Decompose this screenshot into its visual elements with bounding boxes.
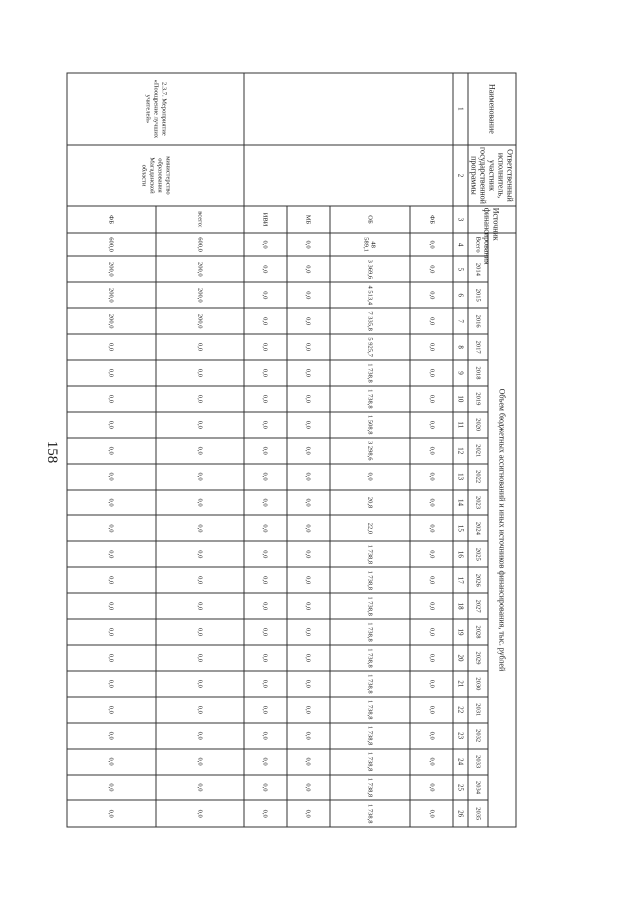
value-cell: 0,0 [244,670,287,696]
value-cell: 200,0 [67,282,156,308]
value-cell: 0,0 [287,696,330,722]
column-number: 24 [453,748,468,774]
value-cell: 1 738,8 [330,567,410,593]
value-cell: 0,0 [287,644,330,670]
value-cell: 0,0 [410,644,453,670]
value-cell: 0,0 [244,541,287,567]
value-cell: 0,0 [67,644,156,670]
value-cell: 4 513,4 [330,282,410,308]
value-cell: 0,0 [156,644,244,670]
value-cell: 1 738,8 [330,696,410,722]
row-executor-cell: министерство образования Магаданской области [67,144,244,205]
value-cell: 0,0 [410,619,453,645]
value-cell: 1 508,8 [330,411,410,437]
value-cell: 0,0 [244,334,287,360]
column-number: 9 [453,360,468,386]
header-year: 2030 [468,670,488,696]
column-number: 15 [453,515,468,541]
value-cell: 0,0 [156,541,244,567]
header-year: 2026 [468,567,488,593]
value-cell: 0,0 [287,437,330,463]
value-cell: 200,0 [156,282,244,308]
source-cell: ФБ [410,206,453,233]
value-cell: 0,0 [156,722,244,748]
value-cell: 0,0 [287,385,330,411]
header-year: 2018 [468,360,488,386]
value-cell: 0,0 [287,541,330,567]
header-source: Источник финансирования [468,206,516,233]
value-cell: 1 738,8 [330,800,410,827]
value-cell: 0,0 [287,619,330,645]
value-cell: 0,0 [410,385,453,411]
value-cell: 1 738,8 [330,774,410,800]
column-number: 26 [453,800,468,827]
page-number: 158 [44,440,60,464]
header-year: 2023 [468,489,488,515]
value-cell: 1 738,8 [330,670,410,696]
value-cell: 0,0 [67,334,156,360]
column-number: 16 [453,541,468,567]
column-number: 22 [453,696,468,722]
value-cell: 0,0 [244,308,287,334]
value-cell: 0,0 [244,593,287,619]
value-cell: 1 738,8 [330,748,410,774]
header-year: 2032 [468,722,488,748]
value-cell: 48 589,1 [330,232,410,256]
value-cell: 0,0 [287,670,330,696]
header-year: 2016 [468,308,488,334]
source-cell: ОБ [330,206,410,233]
value-cell: 0,0 [244,748,287,774]
value-cell: 0,0 [410,800,453,827]
value-cell: 0,0 [287,748,330,774]
header-year: 2014 [468,256,488,282]
value-cell: 0,0 [67,360,156,386]
row-executor-cell [244,144,453,205]
header-executor: Ответственный исполнитель, участник государственной программы [468,144,516,205]
value-cell: 0,0 [287,463,330,489]
header-year: 2024 [468,515,488,541]
value-cell: 0,0 [156,800,244,827]
column-number: 3 [453,206,468,233]
source-cell: ИВИ [244,206,287,233]
value-cell: 1 738,8 [330,644,410,670]
value-cell: 0,0 [156,567,244,593]
value-cell: 0,0 [67,437,156,463]
value-cell: 0,0 [244,385,287,411]
column-number: 5 [453,256,468,282]
value-cell: 0,0 [67,593,156,619]
column-number: 25 [453,774,468,800]
value-cell: 0,0 [244,696,287,722]
table-row [156,73,244,827]
value-cell: 0,0 [244,567,287,593]
table-row [410,73,453,827]
value-cell: 0,0 [67,385,156,411]
value-cell: 0,0 [410,722,453,748]
source-cell: МБ [287,206,330,233]
value-cell: 0,0 [244,722,287,748]
value-cell: 0,0 [67,722,156,748]
value-cell: 0,0 [410,748,453,774]
value-cell: 0,0 [244,644,287,670]
value-cell: 0,0 [67,774,156,800]
header-year: 2028 [468,619,488,645]
column-number: 11 [453,411,468,437]
value-cell: 0,0 [287,774,330,800]
value-cell: 22,0 [330,515,410,541]
value-cell: 0,0 [67,800,156,827]
column-number: 4 [453,232,468,256]
column-number: 20 [453,644,468,670]
value-cell: 0,0 [67,619,156,645]
value-cell: 0,0 [287,256,330,282]
column-number: 12 [453,437,468,463]
value-cell: 0,0 [156,696,244,722]
value-cell: 7 335,8 [330,308,410,334]
value-cell: 0,0 [244,256,287,282]
header-year: 2025 [468,541,488,567]
column-number: 21 [453,670,468,696]
value-cell: 0,0 [244,411,287,437]
value-cell: 20,8 [330,489,410,515]
value-cell: 0,0 [156,385,244,411]
value-cell: 0,0 [330,463,410,489]
value-cell: 0,0 [410,670,453,696]
budget-table [67,72,517,827]
value-cell: 1 738,8 [330,619,410,645]
header-year: 2015 [468,282,488,308]
value-cell: 3 298,6 [330,437,410,463]
header-year: 2035 [468,800,488,827]
value-cell: 1 738,8 [330,593,410,619]
value-cell: 0,0 [410,411,453,437]
value-cell: 0,0 [410,232,453,256]
value-cell: 1 738,8 [330,385,410,411]
header-year: 2017 [468,334,488,360]
value-cell: 0,0 [287,308,330,334]
value-cell: 0,0 [156,593,244,619]
value-cell: 0,0 [410,515,453,541]
value-cell: 0,0 [410,334,453,360]
value-cell: 0,0 [156,748,244,774]
header-year: 2033 [468,748,488,774]
source-cell: всего: [156,206,244,233]
value-cell: 200,0 [67,256,156,282]
value-cell: 0,0 [244,232,287,256]
header-year: 2021 [468,437,488,463]
header-name: Наименование [468,73,516,145]
value-cell: 0,0 [287,567,330,593]
value-cell: 0,0 [67,463,156,489]
column-number: 1 [453,73,468,145]
value-cell: 0,0 [287,334,330,360]
column-number: 6 [453,282,468,308]
value-cell: 0,0 [410,308,453,334]
value-cell: 0,0 [410,593,453,619]
value-cell: 0,0 [67,489,156,515]
value-cell: 600,0 [67,232,156,256]
table-rotation-wrapper [67,72,517,827]
value-cell: 0,0 [287,593,330,619]
column-number: 17 [453,567,468,593]
value-cell: 0,0 [287,232,330,256]
value-cell: 0,0 [67,748,156,774]
value-cell: 1 738,8 [330,722,410,748]
value-cell: 0,0 [287,489,330,515]
value-cell: 600,0 [156,232,244,256]
value-cell: 5 925,7 [330,334,410,360]
value-cell: 0,0 [156,411,244,437]
value-cell: 0,0 [156,619,244,645]
column-number: 23 [453,722,468,748]
value-cell: 0,0 [287,515,330,541]
value-cell: 0,0 [244,774,287,800]
value-cell: 0,0 [410,463,453,489]
value-cell: 0,0 [244,619,287,645]
value-cell: 0,0 [410,489,453,515]
header-year: 2022 [468,463,488,489]
header-year: 2027 [468,593,488,619]
value-cell: 0,0 [67,541,156,567]
column-number: 19 [453,619,468,645]
column-number: 8 [453,334,468,360]
value-cell: 1 738,8 [330,541,410,567]
value-cell: 0,0 [244,800,287,827]
column-number: 10 [453,385,468,411]
value-cell: 0,0 [156,360,244,386]
column-number: 2 [453,144,468,205]
value-cell: 0,0 [244,282,287,308]
column-number: 13 [453,463,468,489]
value-cell: 0,0 [287,800,330,827]
value-cell: 0,0 [410,541,453,567]
value-cell: 0,0 [67,696,156,722]
value-cell: 0,0 [156,334,244,360]
value-cell: 0,0 [156,515,244,541]
value-cell: 0,0 [244,515,287,541]
header-total: Всего [468,232,488,256]
value-cell: 200,0 [156,308,244,334]
value-cell: 200,0 [67,308,156,334]
value-cell: 0,0 [156,463,244,489]
source-cell: ФБ [67,206,156,233]
value-cell: 0,0 [156,774,244,800]
value-cell: 0,0 [287,722,330,748]
value-cell: 0,0 [67,411,156,437]
column-number: 7 [453,308,468,334]
value-cell: 200,0 [156,256,244,282]
value-cell: 0,0 [67,670,156,696]
value-cell: 0,0 [410,696,453,722]
header-year: 2019 [468,385,488,411]
row-name-cell [244,73,453,145]
value-cell: 0,0 [287,282,330,308]
header-volume: Объем бюджетных ассигнований и иных источников финансирования, тыс. рублей [488,232,516,826]
value-cell: 0,0 [410,360,453,386]
value-cell: 1 738,8 [330,360,410,386]
value-cell: 0,0 [67,515,156,541]
value-cell: 0,0 [156,437,244,463]
header-year: 2034 [468,774,488,800]
value-cell: 0,0 [410,437,453,463]
value-cell: 0,0 [410,567,453,593]
value-cell: 0,0 [244,360,287,386]
header-year: 2020 [468,411,488,437]
value-cell: 3 369,6 [330,256,410,282]
value-cell: 0,0 [156,670,244,696]
header-year: 2029 [468,644,488,670]
value-cell: 0,0 [410,256,453,282]
column-number: 18 [453,593,468,619]
row-name-cell: 2.3.7. Мероприятие «Поощрение лучших учителей» [67,73,244,145]
column-number: 14 [453,489,468,515]
value-cell: 0,0 [67,567,156,593]
value-cell: 0,0 [244,437,287,463]
value-cell: 0,0 [410,282,453,308]
value-cell: 0,0 [156,489,244,515]
value-cell: 0,0 [410,774,453,800]
value-cell: 0,0 [244,489,287,515]
value-cell: 0,0 [287,411,330,437]
value-cell: 0,0 [287,360,330,386]
value-cell: 0,0 [244,463,287,489]
header-year: 2031 [468,696,488,722]
